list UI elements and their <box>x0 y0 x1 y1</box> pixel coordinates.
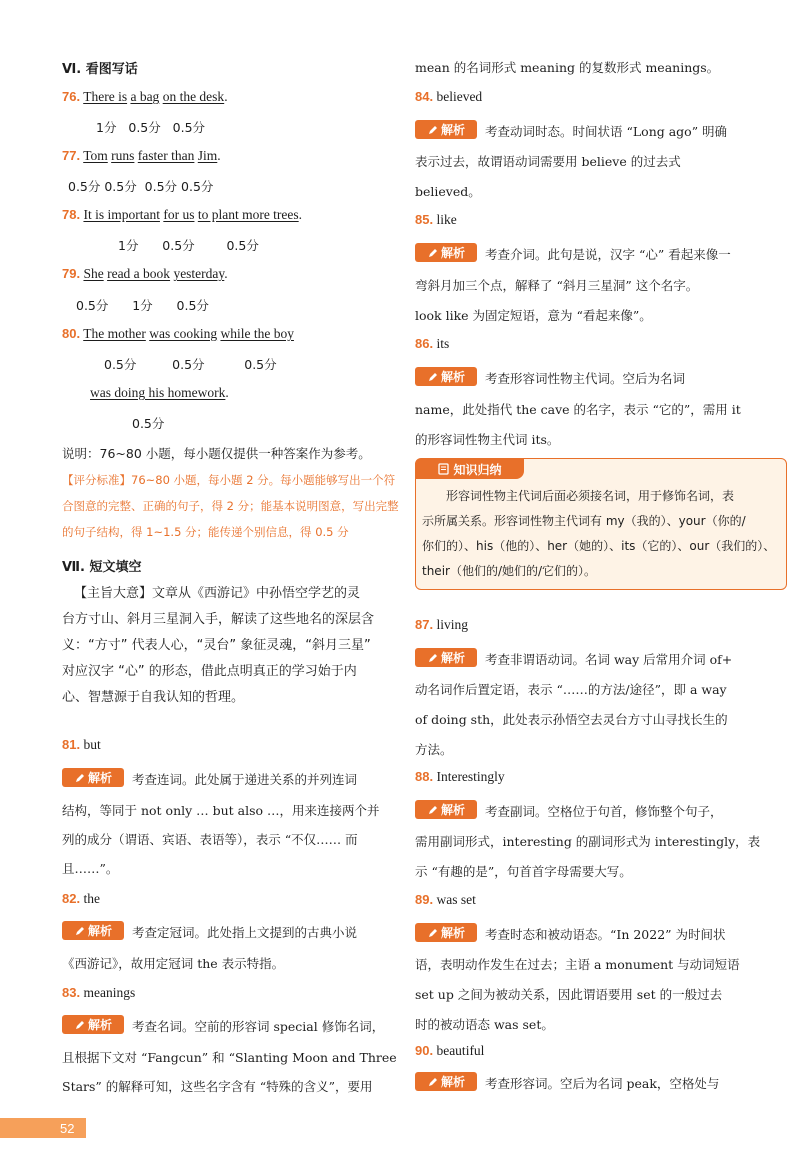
knowledge-line1: 形容词性物主代词后面必须接名词，用于修饰名词，表 <box>446 489 735 503</box>
q80-answer-line2 <box>90 385 229 401</box>
q86-exp-line2: name，此处指代 the cave 的名字，表示 “它的”，需用 it <box>415 402 741 417</box>
q90-answer <box>415 1043 484 1059</box>
q88-answer-text: Interestingly <box>436 769 505 784</box>
analysis-badge <box>415 923 477 942</box>
knowledge-header <box>416 459 524 479</box>
q77-answer <box>62 148 221 164</box>
q76-scores: 1分 0.5分 0.5分 <box>96 120 206 135</box>
q89-exp-line3: set up 之间为被动关系，因此谓语要用 set 的一般过去 <box>415 987 723 1002</box>
q87-exp-line2: 动名词作后置定语，表示 “……的方法/途径”，即 a way <box>415 682 727 697</box>
q88-number: 88. <box>415 769 434 784</box>
q78-part2: for us <box>163 207 195 222</box>
analysis-badge <box>415 1072 477 1091</box>
section-7-title: Ⅶ. 短文填空 <box>62 560 142 575</box>
page-number: 52 <box>60 1121 75 1136</box>
q83-answer <box>62 985 135 1001</box>
q83-exp-line1: 考查名词。空前的形容词 special 修饰名词， <box>132 1019 385 1034</box>
badge-label: 解析 <box>440 803 465 817</box>
badge-label: 解析 <box>87 924 112 938</box>
q81-exp-line4: 且……”。 <box>62 861 119 876</box>
q76-part3: on the desk <box>162 89 225 104</box>
q76-part1: There is <box>83 89 128 104</box>
analysis-badge <box>62 921 124 940</box>
q81-exp-line2: 结构，等同于 not only … but also …，用来连接两个并 <box>62 803 380 818</box>
q85-answer-text: like <box>436 212 457 227</box>
q88-exp-line1: 考查副词。空格位于句首，修饰整个句子， <box>485 804 723 819</box>
q80-part1: The mother <box>83 326 146 341</box>
q87-exp-line4: 方法。 <box>415 742 453 757</box>
q89-exp-line1: 考查时态和被动语态。“In 2022” 为时间状 <box>485 927 726 942</box>
q82-exp-line1: 考查定冠词。此处指上文提到的古典小说 <box>132 925 358 940</box>
q87-exp-line1: 考查非谓语动词。名词 way 后常用介词 of+ <box>485 652 733 667</box>
q76-answer <box>62 89 228 105</box>
q86-answer <box>415 336 449 352</box>
q84-answer <box>415 89 482 105</box>
badge-label: 解析 <box>87 771 112 785</box>
pencil-icon <box>74 1019 86 1031</box>
analysis-badge <box>62 768 124 787</box>
q80-answer-line1 <box>62 326 294 342</box>
main-idea-line4: 对应汉字 “心” 的形态，借此点明真正的学习始于内 <box>62 664 357 679</box>
q85-number: 85. <box>415 212 434 227</box>
q89-answer <box>415 892 476 908</box>
continued-line: mean 的名词形式 meaning 的复数形式 meanings。 <box>415 60 720 75</box>
q83-number: 83. <box>62 985 81 1000</box>
q84-exp-line3: believed。 <box>415 184 481 199</box>
q82-answer <box>62 891 100 907</box>
q86-exp-line3: 的形容词性物主代词 its。 <box>415 432 560 447</box>
q84-exp-line2: 表示过去，故谓语动词需要用 believe 的过去式 <box>415 154 681 169</box>
note: 说明：76~80 小题，每小题仅提供一种答案作为参考。 <box>62 446 371 461</box>
pencil-icon <box>427 1076 439 1088</box>
q78-part1: It is important <box>83 207 160 222</box>
q85-exp-line3: look like 为固定短语，意为 “看起来像”。 <box>415 308 652 323</box>
pencil-icon <box>427 927 439 939</box>
q82-number: 82. <box>62 891 81 906</box>
q76-end: . <box>224 89 228 104</box>
q78-scores: 1分 0.5分 0.5分 <box>118 238 259 253</box>
badge-label: 解析 <box>440 926 465 940</box>
knowledge-line3: 你们的）、his（他的）、her（她的）、its（它的）、our（我们的）、 <box>422 539 776 553</box>
q77-number: 77. <box>62 148 81 163</box>
q76-part2: a bag <box>130 89 160 104</box>
main-idea-line5: 心、智慧源于自我认知的哲理。 <box>62 690 245 705</box>
q80-number: 80. <box>62 326 81 341</box>
q77-scores: 0.5分 0.5分 0.5分 0.5分 <box>68 179 214 194</box>
q80-part4: was doing his homework <box>90 385 226 400</box>
q86-exp-line1: 考查形容词性物主代词。空后为名词 <box>485 371 686 386</box>
criteria-line2: 合图意的完整、正确的句子，得 2 分；能基本说明图意，写出完整 <box>62 499 399 513</box>
knowledge-title: 知识归纳 <box>453 462 502 477</box>
pencil-icon <box>74 925 86 937</box>
q77-part3: faster than <box>137 148 195 163</box>
document-icon <box>438 463 449 475</box>
badge-label: 解析 <box>87 1018 112 1032</box>
q88-exp-line2: 需用副词形式，interesting 的副词形式为 interestingly，表 <box>415 834 761 849</box>
q89-exp-line4: 时的被动语态 was set。 <box>415 1017 554 1032</box>
q84-exp-line1: 考查动词时态。时间状语 “Long ago” 明确 <box>485 124 728 139</box>
analysis-badge <box>415 367 477 386</box>
q81-exp-line3: 列的成分（谓语、宾语、表语等），表示 “不仅…… 而 <box>62 832 358 847</box>
q80-part2: was cooking <box>149 326 218 341</box>
q76-number: 76. <box>62 89 81 104</box>
q82-exp-line2: 《西游记》，故用定冠词 the 表示特指。 <box>62 956 285 971</box>
knowledge-line2: 示所属关系。形容词性物主代词有 my（我的）、your（你的/ <box>422 514 746 528</box>
q87-number: 87. <box>415 617 434 632</box>
analysis-badge <box>415 120 477 139</box>
badge-label: 解析 <box>440 246 465 260</box>
q86-number: 86. <box>415 336 434 351</box>
q82-answer-text: the <box>83 891 100 906</box>
q85-exp-line1: 考查介词。此句是说，汉字 “心” 看起来像一 <box>485 247 731 262</box>
knowledge-box <box>415 458 787 590</box>
criteria-line3: 的句子结构，得 1~1.5 分；能传递个别信息，得 0.5 分 <box>62 525 349 539</box>
q79-answer <box>62 266 228 282</box>
q78-part3: to plant more trees <box>197 207 299 222</box>
q77-part4: Jim <box>197 148 218 163</box>
q87-answer <box>415 617 468 633</box>
q79-part3: yesterday <box>173 266 225 281</box>
q80-end: . <box>225 385 229 400</box>
q78-number: 78. <box>62 207 81 222</box>
q79-part2: read a book <box>107 266 171 281</box>
q80-scores-2: 0.5分 <box>132 416 165 431</box>
q79-end: . <box>224 266 228 281</box>
badge-label: 解析 <box>440 1075 465 1089</box>
analysis-badge <box>62 1015 124 1034</box>
q87-exp-line3: of doing sth，此处表示孙悟空去灵台方寸山寻找长生的 <box>415 712 728 727</box>
pencil-icon <box>427 371 439 383</box>
q77-part2: runs <box>111 148 135 163</box>
pencil-icon <box>74 772 86 784</box>
pencil-icon <box>427 247 439 259</box>
q89-answer-text: was set <box>436 892 476 907</box>
analysis-badge <box>415 243 477 262</box>
main-idea-line3: 义：“方寸” 代表人心，“灵台” 象征灵魂，“斜月三星” <box>62 638 371 653</box>
section-6-title: Ⅵ. 看图写话 <box>62 62 138 77</box>
analysis-badge <box>415 800 477 819</box>
q83-exp-line3: Stars” 的解释可知，这些名字含有 “特殊的含义”，要用 <box>62 1079 373 1094</box>
q83-exp-line2: 且根据下文对 “Fangcun” 和 “Slanting Moon and Three <box>62 1050 397 1065</box>
q90-exp-line1: 考查形容词。空后为名词 peak，空格处与 <box>485 1076 720 1091</box>
pencil-icon <box>427 124 439 136</box>
q77-part1: Tom <box>83 148 108 163</box>
q81-answer <box>62 737 101 753</box>
pencil-icon <box>427 804 439 816</box>
q87-answer-text: living <box>436 617 468 632</box>
knowledge-line4: their（他们的/她们的/它们的）。 <box>422 564 597 578</box>
q80-part3: while the boy <box>220 326 294 341</box>
criteria-line1: 【评分标准】76~80 小题，每小题 2 分。每小题能够写出一个符 <box>62 473 396 487</box>
q85-answer <box>415 212 457 228</box>
q83-answer-text: meanings <box>83 985 136 1000</box>
q81-answer-text: but <box>83 737 101 752</box>
q79-number: 79. <box>62 266 81 281</box>
q90-number: 90. <box>415 1043 434 1058</box>
q81-number: 81. <box>62 737 81 752</box>
pencil-icon <box>427 652 439 664</box>
q78-end: . <box>298 207 303 222</box>
main-idea-line1: 【主旨大意】文章从《西游记》中孙悟空学艺的灵 <box>74 586 361 601</box>
q78-answer <box>62 207 302 223</box>
badge-label: 解析 <box>440 370 465 384</box>
q89-exp-line2: 语，表明动作发生在过去；主语 a monument 与动词短语 <box>415 957 740 972</box>
main-idea-line2: 台方寸山、斜月三星洞入手，解读了这些地名的深层含 <box>62 612 375 627</box>
q80-scores: 0.5分 0.5分 0.5分 <box>104 357 277 372</box>
q85-exp-line2: 弯斜月加三个点，解释了 “斜月三星洞” 这个名字。 <box>415 278 699 293</box>
q84-number: 84. <box>415 89 434 104</box>
q86-answer-text: its <box>436 336 450 351</box>
q81-exp-line1: 考查连词。此处属于递进关系的并列连词 <box>132 772 358 787</box>
analysis-badge <box>415 648 477 667</box>
q90-answer-text: beautiful <box>436 1043 485 1058</box>
q79-scores: 0.5分 1分 0.5分 <box>76 298 209 313</box>
q84-answer-text: believed <box>436 89 483 104</box>
q79-part1: She <box>83 266 104 281</box>
badge-label: 解析 <box>440 123 465 137</box>
q77-end: . <box>217 148 221 163</box>
q88-answer <box>415 769 505 785</box>
q89-number: 89. <box>415 892 434 907</box>
q88-exp-line3: 示 “有趣的是”，句首首字母需要大写。 <box>415 864 632 879</box>
badge-label: 解析 <box>440 651 465 665</box>
